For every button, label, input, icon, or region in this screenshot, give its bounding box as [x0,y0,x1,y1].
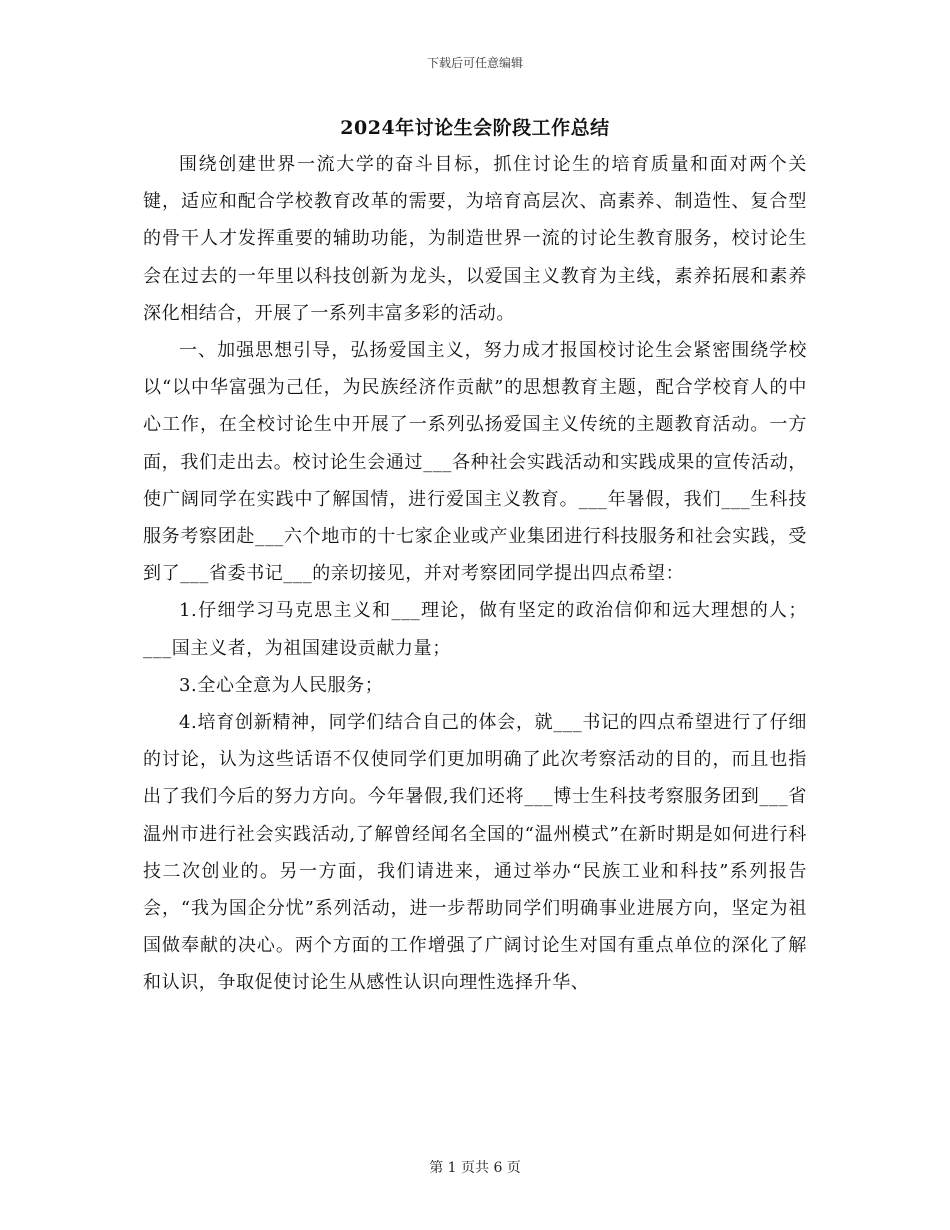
paragraph-item-3: 3.全心全意为人民服务； [179,674,384,696]
document-body [143,146,807,1002]
page-header: 下载后可任意编辑 [426,56,523,70]
paragraph-item-1: 1.仔细学习马克思主义和___理论，做有坚定的政治信仰和远大理想的人；___国主义者，为祖国建设贡献力量； [143,600,807,659]
paragraph-section-one: 一、加强思想引导，弘扬爱国主义，努力成才报国校讨论生会紧密围绕学校以“以中华富强为己任，为民族经济作贡献”的思想教育主题，配合学校育人的中心工作，在全校讨论生中开展了一系列弘扬爱国主义传统的主题教育活动。一方面，我们走出去。校讨论生会通过___各种社会实践活动和实践成果的宣传活动，使广阔同学在实践中了解国情，进行爱国主义教育。___年暑假，我们___生科技服务考察团赴___六个地市的十七家企业或产业集团进行科技服务和社会实践，受到了___省委书记___的亲切接见，并对考察团同学提出四点希望： [143,340,807,585]
paragraph-item-4: 4.培育创新精神，同学们结合自己的体会，就___书记的四点希望进行了仔细的讨论，认为这些话语不仅使同学们更加明确了此次考察活动的目的，而且也指出了我们今后的努力方向。今年暑假,我们还将___博士生科技考察服务团到___省温州市进行社会实践活动,了解曾经闻名全国的“温州模式”在新时期是如何进行科技二次创业的。另一方面，我们请进来，通过举办“民族工业和科技”系列报告会，“我为国企分忧”系列活动，进一步帮助同学们明确事业进展方向，坚定为祖国做奉献的决心。两个方面的工作增强了广阔讨论生对国有重点单位的深化了解和认识，争取促使讨论生从感性认识向理性选择升华、 [143,712,807,994]
document-title: 2024年讨论生会阶段工作总结 [340,117,610,139]
page-footer: 第 1 页共 6 页 [429,1160,521,1176]
paragraph-intro: 围绕创建世界一流大学的奋斗目标，抓住讨论生的培育质量和面对两个关键，适应和配合学校教育改革的需要，为培育高层次、高素养、制造性、复合型的骨干人才发挥重要的辅助功能，为制造世界一流的讨论生教育服务，校讨论生会在过去的一年里以科技创新为龙头，以爱国主义教育为主线，素养拓展和素养深化相结合，开展了一系列丰富多彩的活动。 [143,154,807,324]
